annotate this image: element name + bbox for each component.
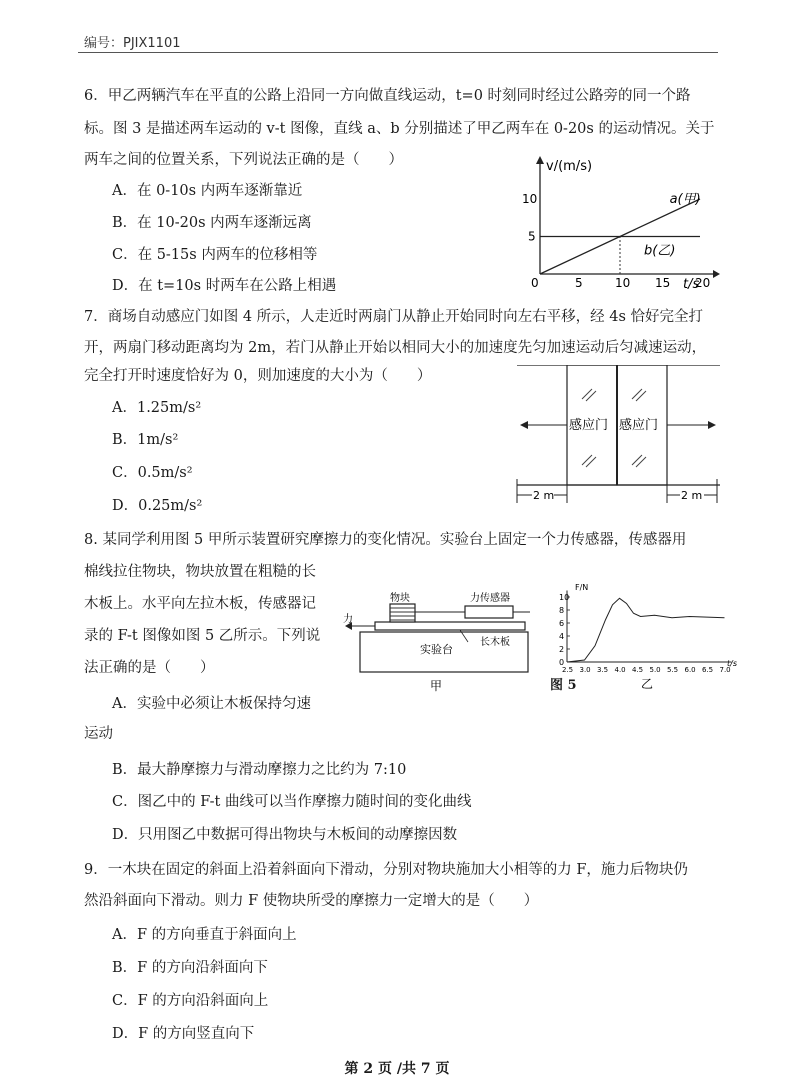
q8-option-a-cont: 运动 [84, 726, 113, 742]
dim-left-label: 2 m [533, 489, 555, 502]
ft-xtick-2: 3.5 [597, 666, 609, 674]
ft-ytick-1: 2 [559, 645, 565, 654]
vt-label-b: b(乙) [644, 243, 676, 259]
q7-stem-line2: 开，两扇门移动距离均为 2m，若门从静止开始以相同大小的加速度先匀加速运动后匀减速运动， [84, 340, 707, 356]
q6-stem-line2: 标。图 3 是描述两车运动的 v-t 图像，直线 a、b 分别描述了甲乙两车在 0-20s 的运动情况。关于 [84, 121, 715, 137]
q8-option-a: A．实验中必须让木板保持匀速 [112, 696, 311, 712]
header-code: 编号：PJIX1101 [84, 36, 181, 51]
q7-stem-line1: 7．商场自动感应门如图 4 所示，人走近时两扇门从静止开始同时向左右平移，经 4s 恰好完全打 [84, 309, 704, 325]
q7-option-a: A．1.25m/s² [112, 400, 202, 416]
q6-option-b: B．在 10-20s 内两车逐渐远离 [112, 215, 312, 231]
ft-ytick-0: 0 [559, 658, 565, 667]
ft-xtick-5: 5.0 [649, 666, 661, 674]
vt-ylabel: v/(m/s) [546, 159, 593, 174]
fig5b-caption: 乙 [641, 677, 654, 691]
sensor-label: 力传感器 [470, 593, 510, 604]
ft-ytick-5: 10 [559, 593, 570, 602]
fig5-caption: 图 5 [550, 678, 577, 693]
vt-xtick-2: 10 [615, 276, 631, 290]
ft-ylabel: F/N [575, 583, 589, 592]
board-label: 长木板 [480, 637, 510, 648]
q8-stem-line4: 录的 F-t 图像如图 5 乙所示。下列说 [84, 628, 321, 644]
q6-option-a: A．在 0-10s 内两车逐渐靠近 [112, 183, 303, 199]
q7-option-b: B．1m/s² [112, 432, 179, 448]
ft-xtick-3: 4.0 [614, 666, 626, 674]
q8-stem-line3: 木板上。水平向左拉木板，传感器记 [84, 596, 316, 612]
long-board [375, 622, 525, 630]
q9-stem-line2: 然沿斜面向下滑动。则力 F 使物块所受的摩擦力一定增大的是（ ） [84, 893, 539, 909]
door-figure [512, 365, 720, 505]
q8-option-d: D．只用图乙中数据可得出物块与木板间的动摩擦因数 [112, 827, 458, 843]
door-left-label: 感应门 [569, 418, 609, 433]
q6-option-c: C．在 5-15s 内两车的位移相等 [112, 247, 318, 263]
vt-xtick-0: 0 [531, 276, 539, 290]
block [390, 604, 415, 622]
q7-option-d: D．0.25m/s² [112, 498, 203, 514]
dim-right-label: 2 m [681, 489, 703, 502]
fig5a-apparatus [340, 590, 545, 695]
vt-xtick-4: 20 [695, 276, 711, 290]
header-rule [78, 52, 718, 53]
q8-stem-line2: 棉线拉住物块，物块放置在粗糙的长 [84, 564, 316, 580]
ft-xtick-7: 6.0 [684, 666, 696, 674]
page-footer: 第 2 页 /共 7 页 [344, 1061, 450, 1077]
vt-xtick-3: 15 [655, 276, 671, 290]
ft-xtick-8: 6.5 [702, 666, 714, 674]
ft-xtick-4: 4.5 [632, 666, 644, 674]
q8-option-b: B．最大静摩擦力与滑动摩擦力之比约为 7:10 [112, 762, 407, 778]
ft-xlabel: t/s [727, 659, 737, 668]
q6-option-d: D．在 t=10s 时两车在公路上相遇 [112, 278, 337, 294]
vt-chart [515, 150, 720, 290]
vt-xtick-1: 5 [575, 276, 583, 290]
block-label: 物块 [390, 593, 410, 604]
ft-curve [567, 598, 725, 662]
vt-ytick-1: 10 [522, 192, 538, 206]
door-right-label: 感应门 [619, 418, 659, 433]
vt-ytick-0: 5 [528, 229, 536, 244]
q7-option-c: C．0.5m/s² [112, 465, 193, 481]
force-sensor [465, 606, 513, 618]
q7-stem-line3: 完全打开时速度恰好为 0，则加速度的大小为（ ） [84, 368, 432, 384]
vt-y-arrow [536, 156, 544, 164]
q9-option-d: D．F 的方向竖直向下 [112, 1026, 255, 1042]
table-label: 实验台 [420, 643, 453, 656]
ft-ytick-3: 6 [559, 619, 565, 628]
q9-option-b: B．F 的方向沿斜面向下 [112, 960, 268, 976]
force-label: 力 [343, 614, 353, 625]
vt-xlabel: t/s [683, 277, 700, 290]
ft-ytick-2: 4 [559, 632, 565, 641]
q9-option-a: A．F 的方向垂直于斜面向上 [112, 927, 297, 943]
door-left-arrowhead [520, 421, 528, 429]
q6-stem-line1: 6．甲乙两辆汽车在平直的公路上沿同一方向做直线运动，t=0 时刻同时经过公路旁的同一个路 [84, 88, 691, 104]
q9-option-c: C．F 的方向沿斜面向上 [112, 993, 269, 1009]
q8-option-c: C．图乙中的 F-t 曲线可以当作摩擦力随时间的变化曲线 [112, 794, 472, 810]
vt-x-arrow [713, 270, 720, 278]
q6-stem-line3: 两车之间的位置关系，下列说法正确的是（ ） [84, 152, 403, 168]
q9-stem-line1: 9．一木块在固定的斜面上沿着斜面向下滑动，分别对物块施加大小相等的力 F，施力后物块仍 [84, 862, 688, 878]
ft-chart [545, 578, 740, 693]
ft-ytick-4: 8 [559, 606, 565, 615]
door-right-arrowhead [708, 421, 716, 429]
ft-xtick-9: 7.0 [719, 666, 731, 674]
vt-label-a: a(甲) [669, 191, 701, 207]
q8-stem-line5: 法正确的是（ ） [84, 660, 215, 676]
ft-xtick-0: 2.5 [562, 666, 574, 674]
q8-stem-line1: 8. 某同学利用图 5 甲所示装置研究摩擦力的变化情况。实验台上固定一个力传感器，传感器用 [84, 532, 687, 548]
ft-xtick-1: 3.0 [579, 666, 591, 674]
ft-xtick-6: 5.5 [667, 666, 679, 674]
fig5a-caption: 甲 [430, 679, 443, 693]
